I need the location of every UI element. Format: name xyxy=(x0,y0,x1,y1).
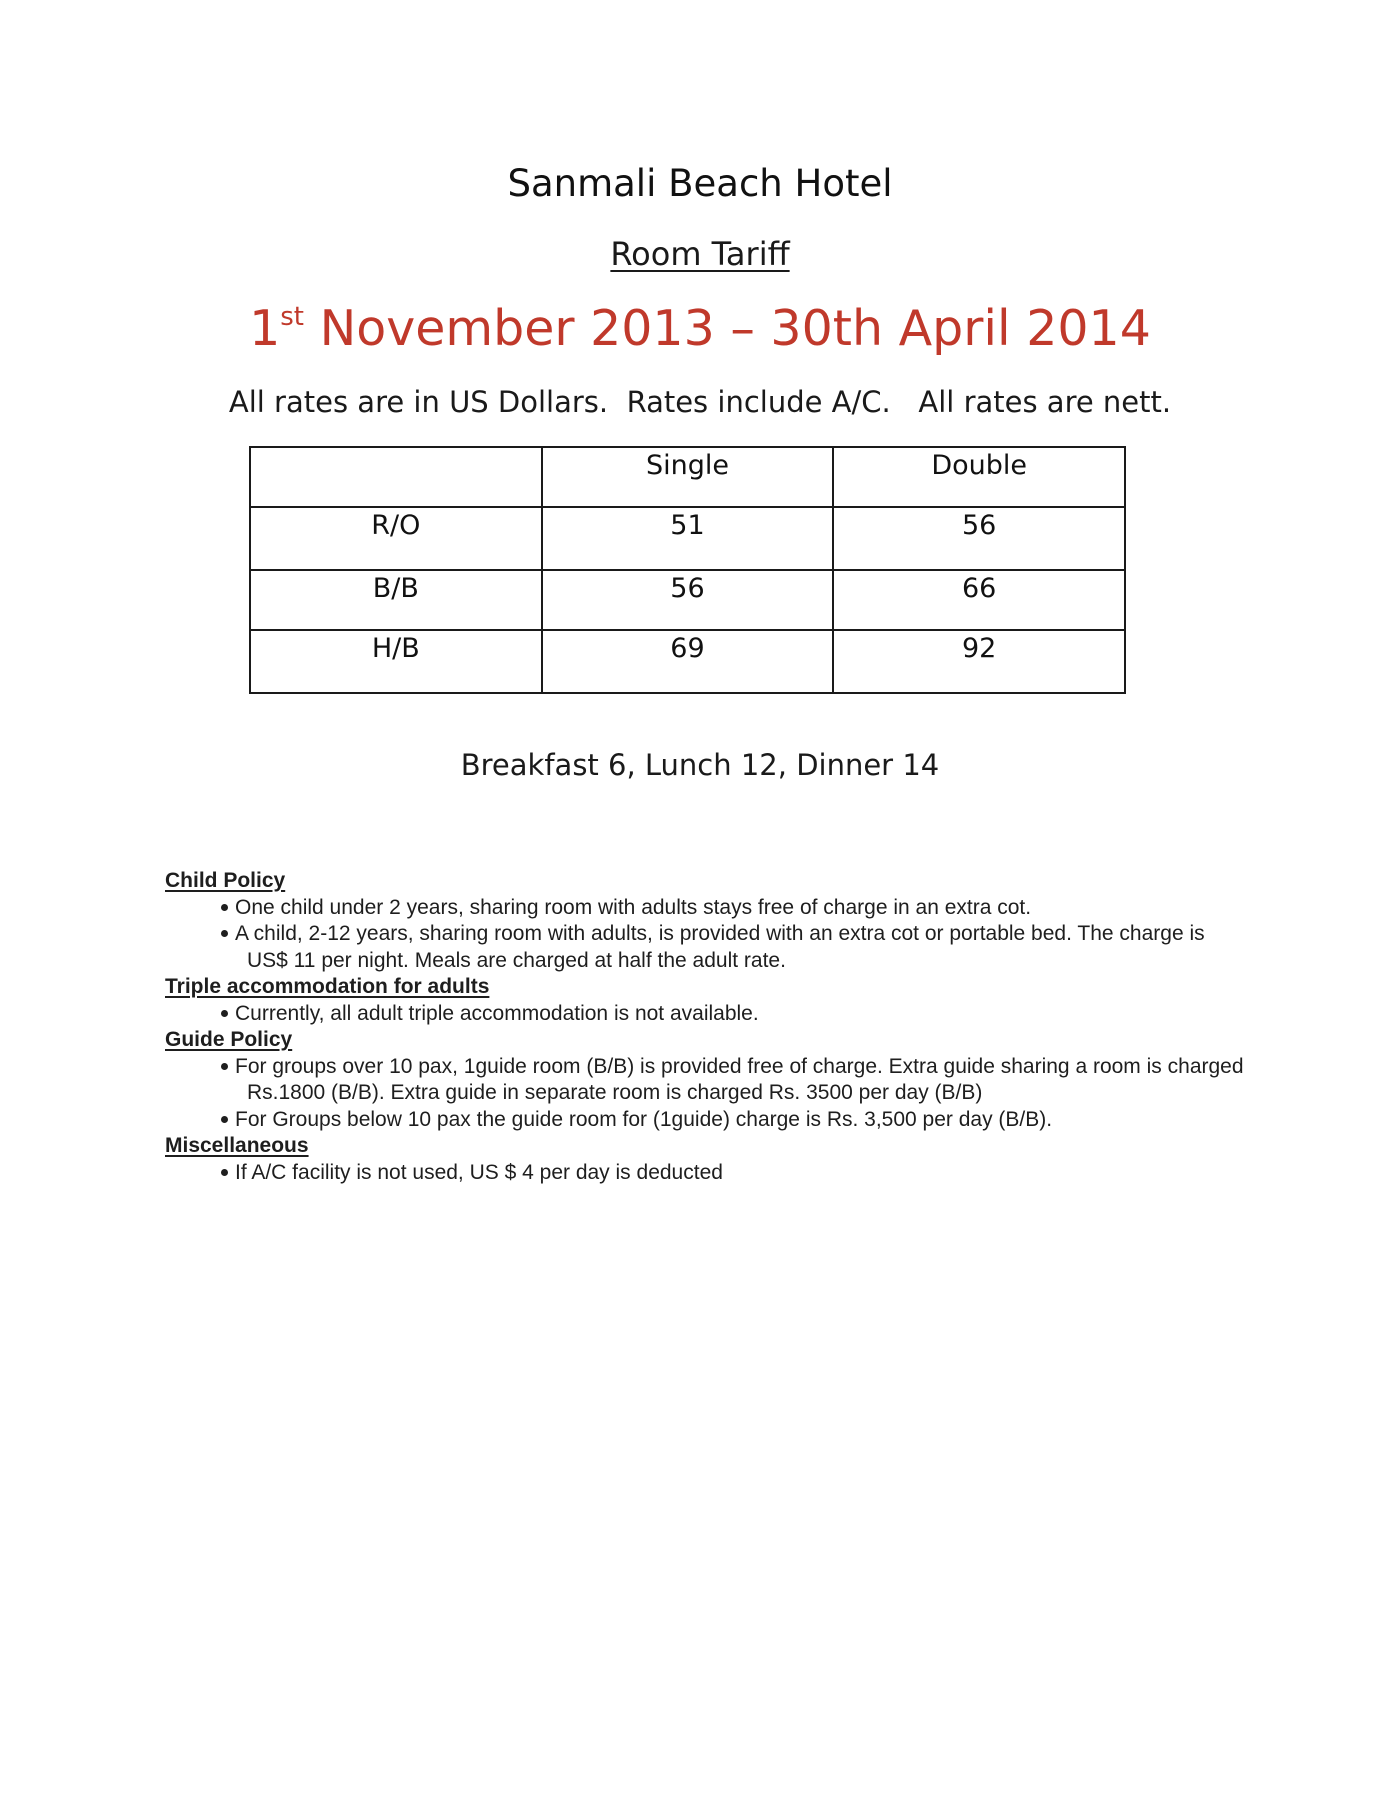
table-header-row xyxy=(250,447,1125,507)
table-row xyxy=(250,570,1125,630)
hotel-name: Sanmali Beach Hotel xyxy=(507,162,893,205)
double-rate-cell: 92 xyxy=(833,630,1125,693)
bullet-icon xyxy=(221,1160,235,1187)
triple-accommodation-list xyxy=(165,1001,1245,1028)
list-item xyxy=(165,921,1245,974)
child-policy-list xyxy=(165,895,1245,975)
tariff-subtitle: Room Tariff xyxy=(610,235,790,273)
season-dates xyxy=(0,298,1400,360)
single-rate-cell: 56 xyxy=(542,570,834,630)
header-cell-single: Single xyxy=(542,447,834,507)
bullet-icon xyxy=(221,1107,235,1134)
guide-policy-heading: Guide Policy xyxy=(165,1028,293,1051)
tariff-table xyxy=(249,446,1126,694)
triple-accommodation-heading: Triple accommodation for adults xyxy=(165,975,490,998)
meal-plan-cell: R/O xyxy=(250,507,542,570)
season-start-day: 1 xyxy=(249,300,281,357)
single-rate-cell: 69 xyxy=(542,630,834,693)
list-item xyxy=(165,895,1245,922)
rates-note: All rates are in US Dollars. Rates include A/C. All rates are nett. xyxy=(228,385,1172,419)
list-item xyxy=(165,1001,1245,1028)
table-row xyxy=(250,630,1125,693)
bullet-icon xyxy=(221,895,235,922)
header-cell-double: Double xyxy=(833,447,1125,507)
miscellaneous-heading: Miscellaneous xyxy=(165,1134,309,1157)
bullet-icon xyxy=(221,921,235,948)
single-rate-cell: 51 xyxy=(542,507,834,570)
season-date-range: November 2013 – 30th April 2014 xyxy=(304,300,1151,357)
header-cell-empty xyxy=(250,447,542,507)
bullet-icon xyxy=(221,1054,235,1081)
child-policy-heading: Child Policy xyxy=(165,869,286,892)
meal-prices: Breakfast 6, Lunch 12, Dinner 14 xyxy=(460,748,940,782)
double-rate-cell: 56 xyxy=(833,507,1125,570)
list-item xyxy=(165,1107,1245,1134)
list-item-text: For groups over 10 pax, 1guide room (B/B) is provided free of charge. Extra guide sharing a room is charged Rs.1800 (B/B). Extra guide in separate room is charged Rs. 3500 per day (B/B) xyxy=(235,1054,1244,1104)
list-item xyxy=(165,1054,1245,1107)
meal-plan-cell: H/B xyxy=(250,630,542,693)
policies-section xyxy=(165,868,1245,1186)
list-item-text: One child under 2 years, sharing room with adults stays free of charge in an extra cot. xyxy=(235,895,1032,919)
table-row xyxy=(250,507,1125,570)
list-item-text: For Groups below 10 pax the guide room for (1guide) charge is Rs. 3,500 per day (B/B). xyxy=(235,1107,1053,1131)
list-item-text: Currently, all adult triple accommodation is not available. xyxy=(235,1001,759,1025)
season-start-day-suffix: st xyxy=(280,302,305,332)
guide-policy-list xyxy=(165,1054,1245,1134)
list-item-text: If A/C facility is not used, US $ 4 per day is deducted xyxy=(235,1160,723,1184)
list-item xyxy=(165,1160,1245,1187)
meal-plan-cell: B/B xyxy=(250,570,542,630)
miscellaneous-list xyxy=(165,1160,1245,1187)
bullet-icon xyxy=(221,1001,235,1028)
list-item-text: A child, 2-12 years, sharing room with adults, is provided with an extra cot or portable bed. The charge is US$ 11 per night. Meals are charged at half the adult rate. xyxy=(235,922,1205,972)
double-rate-cell: 66 xyxy=(833,570,1125,630)
